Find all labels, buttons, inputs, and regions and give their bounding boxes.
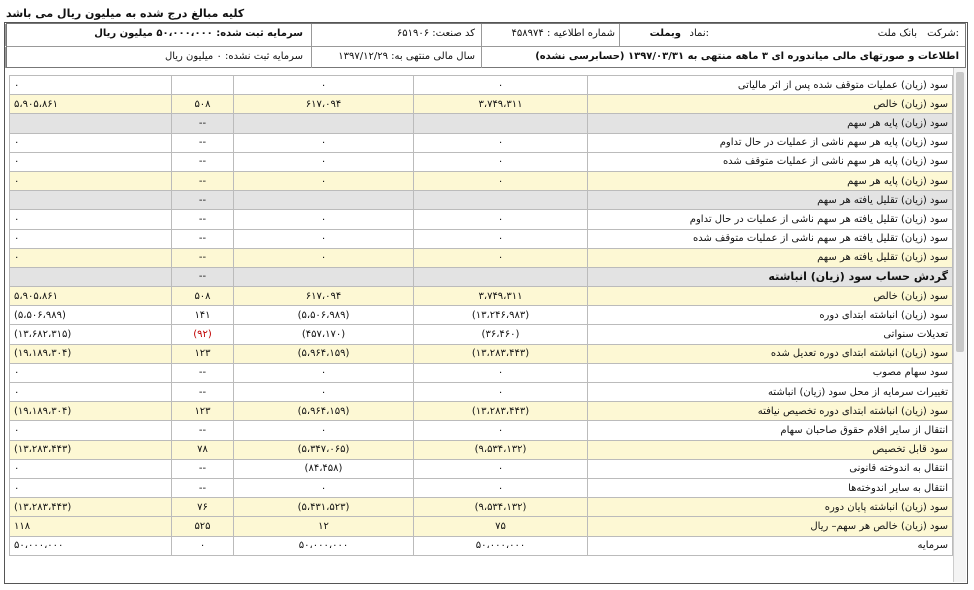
value-current-period: ۰ [414, 478, 588, 497]
value-prev-year: (۱۳،۲۸۳،۴۴۳) [10, 498, 172, 517]
value-prev-year: ۰ [10, 229, 172, 248]
table-row [10, 344, 953, 363]
table-row [10, 191, 953, 210]
value-current-period: ۰ [414, 363, 588, 382]
value-change-percent: ۵۲۵ [172, 517, 234, 536]
value-change-percent: (۹۲) [172, 325, 234, 344]
table-row [10, 383, 953, 402]
value-prev-period: ۰ [234, 210, 414, 229]
report-title: اطلاعات و صورتهای مالی میاندوره ای ۳ ماهه منتهی به ۱۳۹۷/۰۳/۳۱ (حسابرسی نشده) [535, 51, 959, 62]
table-row [10, 478, 953, 497]
value-change-percent: -- [172, 383, 234, 402]
row-description: سود (زیان) پایه هر سهم ناشی از عملیات متوقف شده [588, 152, 953, 171]
value-current-period: ۰ [414, 210, 588, 229]
value-prev-period: (۸۴،۴۵۸) [234, 459, 414, 478]
table-row [10, 267, 953, 286]
value-prev-period: ۰ [234, 478, 414, 497]
value-prev-year: ۰ [10, 383, 172, 402]
value-prev-year: ۰ [10, 478, 172, 497]
row-description: سود (زیان) عملیات متوقف شده پس از اثر مالیاتی [588, 76, 953, 95]
value-current-period: ۳،۷۴۹،۳۱۱ [414, 95, 588, 114]
row-description: سود سهام مصوب [588, 363, 953, 382]
row-description: سود (زیان) تقلیل یافته هر سهم ناشی از عملیات متوقف شده [588, 229, 953, 248]
unregistered-capital-cell [5, 47, 311, 68]
value-prev-year: ۰ [10, 76, 172, 95]
value-current-period: ۰ [414, 229, 588, 248]
value-change-percent: -- [172, 191, 234, 210]
value-prev-period [234, 191, 414, 210]
value-change-percent: ۵۰۸ [172, 287, 234, 306]
industry-code: کد صنعت: ۶۵۱۹۰۶ [396, 28, 475, 39]
company-name: بانک ملت [877, 28, 917, 39]
value-prev-period: ۰ [234, 363, 414, 382]
value-prev-year: ۰ [10, 459, 172, 478]
value-current-period: ۰ [414, 76, 588, 95]
value-prev-year: ۰ [10, 421, 172, 440]
table-row [10, 536, 953, 555]
value-change-percent: -- [172, 229, 234, 248]
value-change-percent: ۱۲۳ [172, 344, 234, 363]
vertical-scrollbar[interactable] [953, 68, 966, 582]
table-row [10, 95, 953, 114]
value-change-percent: -- [172, 248, 234, 267]
header-row-2 [7, 46, 965, 68]
value-change-percent: -- [172, 210, 234, 229]
value-prev-year: ۵،۹۰۵،۸۶۱ [10, 95, 172, 114]
row-description: سرمایه [588, 536, 953, 555]
value-prev-year [10, 267, 172, 286]
value-current-period: (۹،۵۳۴،۱۳۲) [414, 440, 588, 459]
financial-table [9, 75, 953, 556]
value-change-percent: -- [172, 171, 234, 190]
row-description: تغییرات سرمایه از محل سود (زیان) انباشته [588, 383, 953, 402]
row-description: سود (زیان) تقلیل یافته هر سهم [588, 191, 953, 210]
table-row [10, 171, 953, 190]
value-change-percent: -- [172, 114, 234, 133]
value-prev-period: (۵،۹۶۴،۱۵۹) [234, 344, 414, 363]
value-change-percent: ۰ [172, 536, 234, 555]
value-change-percent [172, 76, 234, 95]
scrollbar-thumb[interactable] [956, 72, 964, 352]
value-prev-year: ۰ [10, 248, 172, 267]
value-prev-year: ۵،۹۰۵،۸۶۱ [10, 287, 172, 306]
value-prev-period [234, 267, 414, 286]
row-description: سود (زیان) خالص [588, 287, 953, 306]
value-prev-period: ۶۱۷،۰۹۴ [234, 287, 414, 306]
value-prev-year: (۱۹،۱۸۹،۳۰۴) [10, 402, 172, 421]
value-prev-period: (۵،۴۳۱،۵۲۳) [234, 498, 414, 517]
value-current-period [414, 114, 588, 133]
row-description: سود (زیان) خالص [588, 95, 953, 114]
value-change-percent: -- [172, 459, 234, 478]
table-row [10, 459, 953, 478]
row-description: سود (زیان) پایه هر سهم [588, 171, 953, 190]
company-cell [619, 24, 965, 46]
value-prev-period: ۰ [234, 421, 414, 440]
registered-capital-cell [5, 24, 311, 46]
value-change-percent: ۱۲۳ [172, 402, 234, 421]
info-number: شماره اطلاعیه : ۴۵۸۹۷۴ [511, 28, 615, 39]
table-row [10, 152, 953, 171]
table-row [10, 517, 953, 536]
value-prev-period: (۵،۹۶۴،۱۵۹) [234, 402, 414, 421]
value-current-period: (۳۶،۴۶۰) [414, 325, 588, 344]
table-row [10, 306, 953, 325]
table-row [10, 421, 953, 440]
value-current-period: (۹،۵۳۴،۱۳۲) [414, 498, 588, 517]
row-description: سود (زیان) تقلیل یافته هر سهم ناشی از عملیات در حال تداوم [588, 210, 953, 229]
value-prev-year: ۰ [10, 152, 172, 171]
row-description: سود (زیان) پایه هر سهم ناشی از عملیات در حال تداوم [588, 133, 953, 152]
value-change-percent: ۱۴۱ [172, 306, 234, 325]
table-row [10, 363, 953, 382]
value-prev-period: ۰ [234, 248, 414, 267]
value-change-percent: -- [172, 478, 234, 497]
row-description: تعدیلات سنواتی [588, 325, 953, 344]
value-prev-year: (۱۳،۶۸۲،۳۱۵) [10, 325, 172, 344]
row-description: سود (زیان) خالص هر سهم– ریال [588, 517, 953, 536]
value-current-period: ۰ [414, 421, 588, 440]
value-current-period: ۰ [414, 171, 588, 190]
value-prev-period: ۶۱۷،۰۹۴ [234, 95, 414, 114]
table-row [10, 498, 953, 517]
table-row [10, 229, 953, 248]
registered-capital: سرمایه ثبت شده: ۵۰،۰۰۰،۰۰۰ میلیون ریال [94, 28, 303, 39]
row-description: گردش حساب سود (زیان) انباشته [588, 267, 953, 286]
table-row [10, 133, 953, 152]
value-prev-period: ۰ [234, 76, 414, 95]
row-description: سود (زیان) انباشته ابتدای دوره [588, 306, 953, 325]
table-row [10, 210, 953, 229]
value-prev-period: ۰ [234, 133, 414, 152]
value-prev-period: (۵،۳۴۷،۰۶۵) [234, 440, 414, 459]
company-label: شرکت: [927, 28, 959, 39]
value-change-percent: ۵۰۸ [172, 95, 234, 114]
row-description: سود (زیان) تقلیل یافته هر سهم [588, 248, 953, 267]
value-current-period [414, 267, 588, 286]
value-prev-period: ۰ [234, 152, 414, 171]
table-row [10, 402, 953, 421]
fiscal-year-cell [311, 47, 481, 68]
value-change-percent: ۷۸ [172, 440, 234, 459]
table-row [10, 287, 953, 306]
value-prev-year: ۰ [10, 171, 172, 190]
value-prev-year: (۵،۵۰۶،۹۸۹) [10, 306, 172, 325]
value-current-period: ۰ [414, 459, 588, 478]
value-change-percent: -- [172, 152, 234, 171]
value-prev-period: ۱۲ [234, 517, 414, 536]
value-prev-year: (۱۹،۱۸۹،۳۰۴) [10, 344, 172, 363]
table-row [10, 248, 953, 267]
row-description: سود قابل تخصیص [588, 440, 953, 459]
value-prev-period: (۴۵۷،۱۷۰) [234, 325, 414, 344]
value-prev-period: ۰ [234, 229, 414, 248]
value-prev-year: ۰ [10, 133, 172, 152]
value-change-percent: -- [172, 421, 234, 440]
value-prev-year [10, 114, 172, 133]
value-prev-year: (۱۳،۲۸۳،۴۴۳) [10, 440, 172, 459]
value-prev-year: ۵۰،۰۰۰،۰۰۰ [10, 536, 172, 555]
value-prev-year: ۰ [10, 210, 172, 229]
report-title-cell [481, 47, 965, 68]
value-change-percent: -- [172, 133, 234, 152]
value-current-period: ۰ [414, 152, 588, 171]
symbol-value: وبملت [649, 28, 681, 39]
value-current-period: ۷۵ [414, 517, 588, 536]
value-prev-period: (۵،۵۰۶،۹۸۹) [234, 306, 414, 325]
value-current-period: (۱۳،۲۸۳،۴۴۳) [414, 344, 588, 363]
table-row [10, 114, 953, 133]
row-description: سود (زیان) پایه هر سهم [588, 114, 953, 133]
industry-code-cell [311, 24, 481, 46]
value-current-period [414, 191, 588, 210]
table-row [10, 325, 953, 344]
table-row [10, 440, 953, 459]
value-change-percent: -- [172, 363, 234, 382]
value-prev-year: ۱۱۸ [10, 517, 172, 536]
unregistered-capital: سرمایه ثبت نشده: ۰ میلیون ریال [164, 51, 303, 62]
row-description: سود (زیان) انباشته ابتدای دوره تخصیص نیافته [588, 402, 953, 421]
value-prev-period: ۰ [234, 171, 414, 190]
value-current-period: (۱۳،۲۸۳،۴۴۳) [414, 402, 588, 421]
value-current-period: ۰ [414, 133, 588, 152]
value-current-period: (۱۳،۲۴۶،۹۸۳) [414, 306, 588, 325]
row-description: انتقال از سایر اقلام حقوق صاحبان سهام [588, 421, 953, 440]
value-prev-year: ۰ [10, 363, 172, 382]
report-header [6, 23, 966, 68]
row-description: انتقال به اندوخته قانونی [588, 459, 953, 478]
units-note: کلیه مبالغ درج شده به میلیون ریال می باشد [6, 7, 245, 20]
row-description: سود (زیان) انباشته ابتدای دوره تعدیل شده [588, 344, 953, 363]
value-prev-period [234, 114, 414, 133]
value-change-percent: -- [172, 267, 234, 286]
symbol-label: نماد: [689, 28, 709, 39]
value-current-period: ۳،۷۴۹،۳۱۱ [414, 287, 588, 306]
value-current-period: ۰ [414, 383, 588, 402]
row-description: انتقال به سایر اندوخته‌ها [588, 478, 953, 497]
value-prev-period: ۵۰،۰۰۰،۰۰۰ [234, 536, 414, 555]
value-current-period: ۰ [414, 248, 588, 267]
row-description: سود (زیان) انباشته پایان دوره [588, 498, 953, 517]
fiscal-year: سال مالی منتهی به: ۱۳۹۷/۱۲/۲۹ [338, 51, 475, 62]
table-row [10, 76, 953, 95]
value-prev-period: ۰ [234, 383, 414, 402]
value-change-percent: ۷۶ [172, 498, 234, 517]
info-number-cell [481, 24, 619, 46]
value-prev-year [10, 191, 172, 210]
value-current-period: ۵۰،۰۰۰،۰۰۰ [414, 536, 588, 555]
